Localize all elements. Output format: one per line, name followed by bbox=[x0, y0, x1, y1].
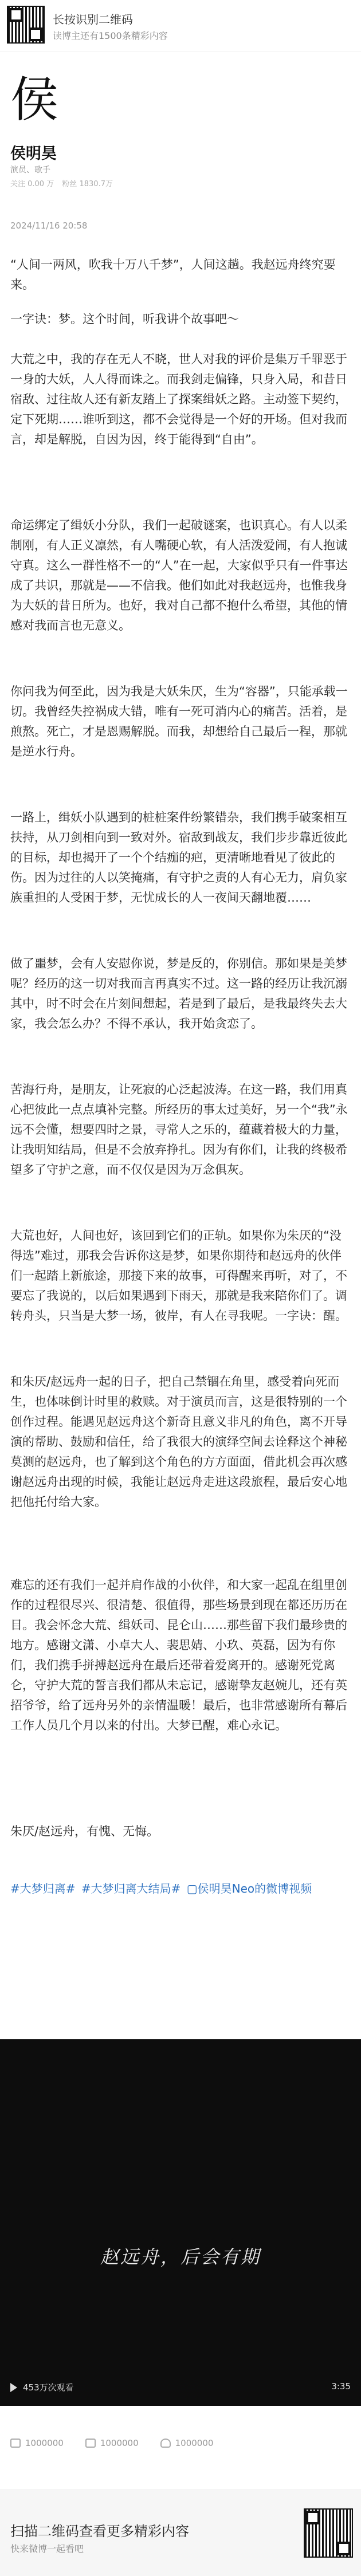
profile-stats bbox=[10, 178, 119, 188]
repost-icon bbox=[10, 2439, 21, 2448]
banner-title: 长按识别二维码 bbox=[53, 13, 133, 26]
hashtag-list bbox=[10, 1879, 351, 1898]
video-views: 453万次观看 bbox=[23, 2382, 74, 2393]
post-paragraph: 大荒也好，人间也好，该回到它们的正轨。如果你为朱厌的“没得选”难过，那我会告诉你这是梦，如果你期待和赵远舟的伙伴们一起踏上新旅途，那接下来的故事，可得醒来再听，对了，不要忘了我说的，以后如果遇到下雨天，那就是我来陪你们了。调转舟头，只当是大梦一场，彼岸，有人在寻我呢。一字诀：醒。 bbox=[10, 1229, 347, 1323]
play-icon[interactable] bbox=[10, 2383, 17, 2392]
footer-subtitle: 快来微博一起看吧 bbox=[10, 2543, 84, 2554]
comment-count: 1000000 bbox=[100, 2438, 139, 2448]
qr-code-icon[interactable] bbox=[304, 2508, 353, 2558]
comment-icon bbox=[85, 2439, 96, 2448]
banner-subtitle: 读博主还有1500条精彩内容 bbox=[53, 30, 168, 41]
post-paragraph: 一路上，缉妖小队遇到的桩桩案件纷繁错杂，我们携手破案相互扶持，从刀剑相向到一致对外。宿敌到战友，我们步步靠近彼此的目标，却也揭开了一个个结痂的疤，更清晰地看见了彼此的伤。因为过往的人以笑掩痛，有守护之责的人有心无力，肩负家族重担的人受困于梦，无忧成长的人一夜间天翻地覆…… bbox=[10, 811, 347, 904]
video-player[interactable] bbox=[0, 2039, 361, 2406]
hashtag-link[interactable]: #大梦归离# bbox=[10, 1882, 76, 1895]
qr-code-icon[interactable] bbox=[7, 6, 45, 44]
post-paragraph: 苦海行舟，是朋友，让死寂的心泛起波涛。在这一路，我们用真心把彼此一点点填补完整。所经历的事太过美好，另一个“我”永远不会懂，想要四时之景，寻常人之乐的，蕴藏着极大的力量，让我明知结局，但是不会放弃挣扎。因为有你们，让我的终极希望多了守护之意，而不仅仅是因为万念俱灰。 bbox=[10, 1083, 348, 1177]
video-link[interactable]: ▢侯明昊Neo的微博视频 bbox=[186, 1882, 312, 1895]
like-count: 1000000 bbox=[175, 2438, 214, 2448]
post-paragraph: 一字诀：梦。这个时间，听我讲个故事吧～ bbox=[10, 312, 239, 326]
profile-name[interactable]: 侯明昊 bbox=[10, 145, 57, 163]
qr-banner bbox=[0, 0, 361, 52]
repost-count: 1000000 bbox=[25, 2438, 64, 2448]
repost-button[interactable] bbox=[10, 2438, 64, 2448]
hashtag-link[interactable]: #大梦归离大结局# bbox=[81, 1882, 181, 1895]
post-paragraph: 和朱厌/赵远舟一起的日子，把自己禁锢在角里，感受着向死而生，也体味倒计时里的救赎。对于演员而言，这是很特别的一个创作过程。能遇见赵远舟这个新奇且意义非凡的角色，离不开导演的帮助、鼓励和信任，给了我很大的演绎空间去诠释这个神秘莫测的赵远舟，也了解到这个角色的方方面面，借此机会再次感谢赵远舟出现的时候，我能让赵远舟走进这段旅程，最后安心地把他托付给大家。 bbox=[10, 1375, 347, 1509]
post-paragraph: 你问我为何至此，因为我是大妖朱厌，生为“容器”，只能承载一切。我曾经失控祸成大错，唯有一死可消内心的痛苦。活着，是煎熬。死亡，才是恩赐解脱。而我，却想给自己最后一程，那就是逆水行舟。 bbox=[10, 685, 348, 758]
profile-role: 演员、歌手 bbox=[10, 166, 50, 175]
footer-title: 扫描二维码查看更多精彩内容 bbox=[10, 2523, 189, 2539]
post-paragraph: 难忘的还有我们一起并肩作战的小伙伴，和大家一起乱在组里创作的过程很尽兴、很清楚、很值得，那些场景到现在都还历历在目。我会怀念大荒、缉妖司、昆仑山……那些留下我们最珍贵的地方。感谢文潇、小卓大人、裴思婧、小玖、英磊，因为有你们，我们携手拼搏赵远舟在最后还带着爱离开的。感谢死党离仑，守护大荒的誓言我们都从未忘记，感谢挚友赵婉儿，还有英招爷爷，给了远舟另外的亲情温暖！最后，也非常感谢所有幕后工作人员几个月以来的付出。大梦已醒，难心永记。 bbox=[10, 1578, 347, 1732]
footer-banner bbox=[0, 2489, 361, 2576]
avatar[interactable]: 侯 bbox=[10, 72, 59, 128]
post-paragraph: 做了噩梦，会有人安慰你说，梦是反的，你别信。那如果是美梦呢？经历的这一切对我而言再真实不过。这一路的经历让我沉溺其中，时不时会在片刻间想起，若是到了最后，是我最终失去大家，我会怎么办？不得不承认，我开始贪恋了。 bbox=[10, 957, 347, 1031]
comment-button[interactable] bbox=[85, 2438, 139, 2448]
action-bar bbox=[0, 2432, 361, 2455]
like-button[interactable] bbox=[160, 2438, 214, 2448]
video-caption: 赵远舟，后会有期 bbox=[100, 2246, 261, 2268]
fans-count: 粉丝 1830.7万 bbox=[62, 180, 113, 188]
post-paragraph: 命运绑定了缉妖小分队，我们一起破谜案，也识真心。有人以柔制刚，有人正义凛然，有人嘴硬心软，有人活泼爱闹，有人抱诚守真。这么一群性格不一的“人”在一起，大家似乎只有一件事达成了共识，那就是——不信我。他们如此对我赵远舟，也惟我身为大妖的昔日所为。也好，我对自己都不抱什么希望，其他的情感对我而言也无意义。 bbox=[10, 518, 348, 632]
like-icon bbox=[160, 2439, 171, 2448]
post-timestamp: 2024/11/16 20:58 bbox=[10, 221, 88, 231]
following-count: 关注 0.00 万 bbox=[10, 180, 54, 188]
post-paragraph: “人间一两风，吹我十万八千梦”，人间这趟。我赵远舟终究要来。 bbox=[10, 258, 336, 292]
post-paragraph: 大荒之中，我的存在无人不晓，世人对我的评价是集万千罪恶于一身的大妖，人人得而诛之。而我剑走偏锋，只身入局，和昔日宿敌、过往故人还有新友踏上了探案缉妖之路。主动签下契约，定下死期……谁听到这，都不会觉得是一个好的开场。但对我而言，却是解脱，自因为因，终于能得到“自由”。 bbox=[10, 352, 347, 446]
video-duration: 3:35 bbox=[331, 2381, 351, 2392]
post-paragraph: 朱厌/赵远舟，有愧、无悔。 bbox=[10, 1824, 159, 1838]
profile-meta bbox=[10, 164, 61, 175]
